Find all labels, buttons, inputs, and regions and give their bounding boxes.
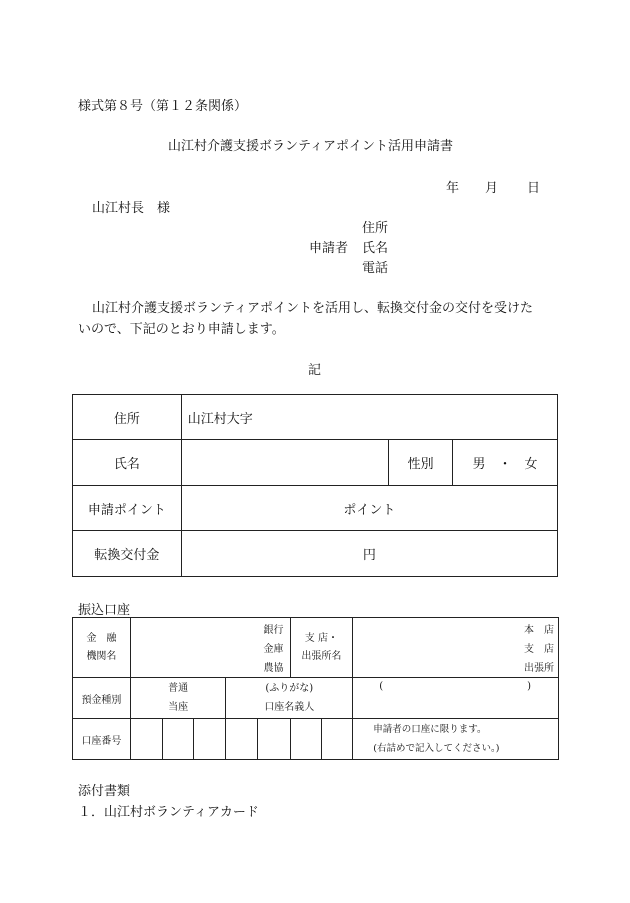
- account-note: [353, 719, 559, 760]
- deposit-type-label: 預金種別: [73, 678, 131, 719]
- deposit-type-current: 当座: [168, 702, 189, 713]
- date-month: 月: [485, 181, 499, 196]
- bank-type-nokyo: 農協: [263, 663, 284, 674]
- applicant-address-label: 住所: [362, 221, 389, 236]
- form-number: 様式第８号（第１２条関係）: [78, 99, 248, 114]
- applicant-role: 申請者: [309, 241, 349, 256]
- date-year: 年: [446, 181, 460, 196]
- applicant-phone-label: 電話: [362, 261, 389, 276]
- name-label: 氏名: [73, 440, 182, 486]
- branch-label-2: 出張所名: [301, 650, 342, 662]
- application-table: [72, 394, 558, 577]
- applicant-name-label: 氏名: [362, 241, 389, 256]
- bank-type-shinkin: 金庫: [263, 644, 284, 655]
- account-digit-3[interactable]: [194, 719, 226, 760]
- date-day: 日: [527, 181, 541, 196]
- account-note-2: (右詰めで記入してください。): [373, 743, 500, 754]
- branch-label-1: 支 店・: [304, 632, 338, 644]
- document-title: 山江村介護支援ボランティアポイント活用申請書: [168, 139, 453, 154]
- address-field[interactable]: 山江村大字: [181, 395, 557, 440]
- ki-marker: 記: [308, 363, 322, 378]
- account-digit-4[interactable]: [226, 719, 258, 760]
- account-note-1: 申請者の口座に限ります。: [373, 724, 487, 735]
- account-digit-7[interactable]: [321, 719, 352, 760]
- institution-name-field[interactable]: [130, 618, 290, 678]
- paren-open: (: [379, 681, 384, 692]
- attachment-item: １．山江村ボランティアカード: [78, 805, 259, 820]
- account-number-label: 口座番号: [73, 719, 131, 760]
- sex-label: 性別: [389, 440, 453, 486]
- attachments-heading: 添付書類: [78, 784, 131, 799]
- holder-label: 口座名義人: [264, 702, 315, 713]
- points-label: 申請ポイント: [73, 486, 182, 531]
- body-line-2: いので、下記のとおり申請します。: [78, 322, 285, 337]
- account-digit-2[interactable]: [163, 719, 194, 760]
- branch-type-main: 本 店: [524, 625, 554, 636]
- bank-account-table: [72, 617, 559, 760]
- addressee: 山江村長 様: [92, 201, 171, 216]
- branch-type-office: 出張所: [524, 663, 554, 674]
- sex-options[interactable]: 男 ・ 女: [453, 440, 558, 486]
- bank-type-bank: 銀行: [263, 625, 284, 636]
- branch-name-field[interactable]: [353, 618, 559, 678]
- name-field[interactable]: [181, 440, 388, 486]
- account-holder-field[interactable]: [353, 678, 559, 719]
- account-digit-6[interactable]: [290, 719, 321, 760]
- paren-close: ): [527, 681, 531, 692]
- bank-section-heading: 振込口座: [78, 603, 131, 618]
- points-field[interactable]: ポイント: [181, 486, 557, 531]
- furigana-label: (ふりがな): [265, 683, 314, 694]
- deposit-type-options[interactable]: [130, 678, 226, 719]
- address-label: 住所: [73, 395, 182, 440]
- body-line-1: 山江村介護支援ボランティアポイントを活用し、転換交付金の交付を受けた: [92, 301, 533, 316]
- account-digit-1[interactable]: [130, 719, 162, 760]
- deposit-type-ordinary: 普通: [168, 683, 189, 694]
- amount-label: 転換交付金: [73, 531, 182, 577]
- account-holder-label: [226, 678, 353, 719]
- institution-label: [73, 618, 131, 678]
- institution-label-2: 機関名: [86, 650, 117, 662]
- branch-type-branch: 支 店: [524, 644, 554, 655]
- account-digit-5[interactable]: [258, 719, 290, 760]
- branch-label: [290, 618, 353, 678]
- institution-label-1: 金 融: [86, 632, 117, 644]
- amount-field[interactable]: 円: [181, 531, 557, 577]
